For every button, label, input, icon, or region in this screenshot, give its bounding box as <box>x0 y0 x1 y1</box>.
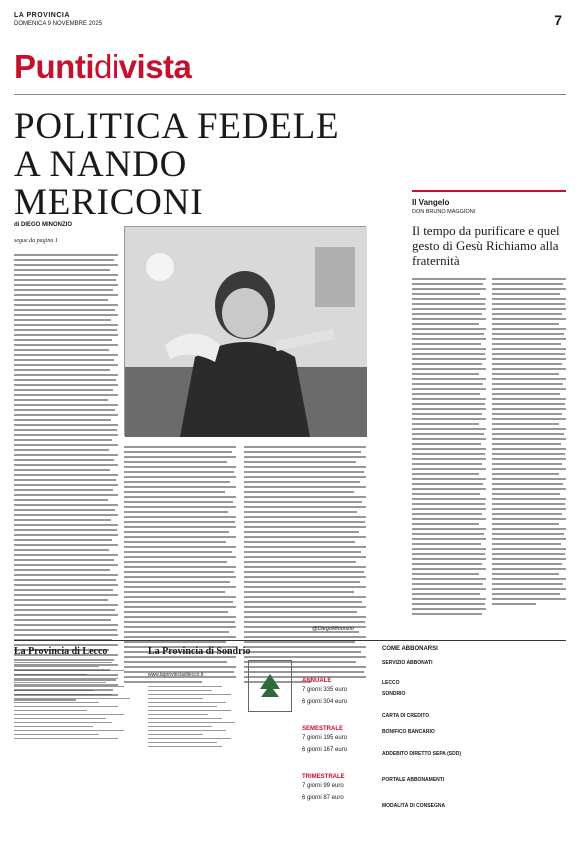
sidebar-kicker: Il Vangelo <box>412 198 450 207</box>
sidebar-body <box>412 278 566 618</box>
footer-website: www.laprovinciadilecco.it <box>148 672 204 678</box>
plan-quarterly: TRIMESTRALE 7 giorni 99 euro 6 giorni 87 euro <box>302 774 345 801</box>
plan-annual: ANNUALE 7 giorni 335 euro 6 giorni 304 euro <box>302 678 348 705</box>
article-column-3 <box>244 446 366 636</box>
vangelo-sidebar <box>412 190 566 620</box>
paper-name: LA PROVINCIA <box>14 12 70 19</box>
section-title-di: di <box>93 48 119 85</box>
certification-logo <box>248 660 292 712</box>
footer-credits-lecco <box>14 662 136 834</box>
sidebar-top-rule <box>412 190 566 192</box>
continued-note: segue da pagina 1 <box>14 238 58 244</box>
page-number: 7 <box>554 12 562 28</box>
headline-line2: A NANDO MERICONI <box>14 144 204 223</box>
article-column-1 <box>14 254 118 624</box>
article-column-right <box>374 226 406 227</box>
section-title-punti: Punti <box>14 48 94 85</box>
headline-line1: POLITICA FEDELE <box>14 106 340 147</box>
sidebar-title: Il tempo da purificare e quel gesto di Gesù Richiamo alla fraternità <box>412 223 560 268</box>
main-headline <box>14 108 374 222</box>
page-header <box>14 12 566 34</box>
footer-masthead-sondrio: La Provincia di Sondrio <box>148 646 251 657</box>
section-title-vista: vista <box>118 48 192 85</box>
footer-rule <box>14 640 566 641</box>
plan-semiannual: SEMESTRALE 7 giorni 195 euro 6 giorni 167 euro <box>302 726 348 753</box>
article-signature: @DiegoMinonzio <box>312 626 354 632</box>
photo-illustration <box>125 227 367 437</box>
byline: di DIEGO MINONZIO <box>14 222 72 228</box>
section-rule <box>14 94 566 95</box>
section-title <box>14 48 574 88</box>
subscriptions-title: COME ABBONARSI <box>382 646 438 652</box>
paper-date: DOMENICA 9 NOVEMBRE 2025 <box>14 21 103 27</box>
tree-icon <box>255 671 285 701</box>
footer-credits-sondrio <box>148 686 240 836</box>
subscription-services: SERVIZIO ABBONATI LECCO SONDRIO CARTA DI CREDITO BONIFICO BANCARIO ADDEBITO DIRETTO SEPA (SDD) PORTALE ABBONAMENTI MODALITÀ DI CONSEGNA <box>382 660 461 809</box>
footer-masthead-lecco: La Provincia di Lecco <box>14 646 108 657</box>
subscriptions-box <box>302 646 566 842</box>
article-column-2 <box>124 446 236 636</box>
sidebar-author: DON BRUNO MAGGIONI <box>412 209 476 215</box>
article-photo <box>124 226 366 436</box>
